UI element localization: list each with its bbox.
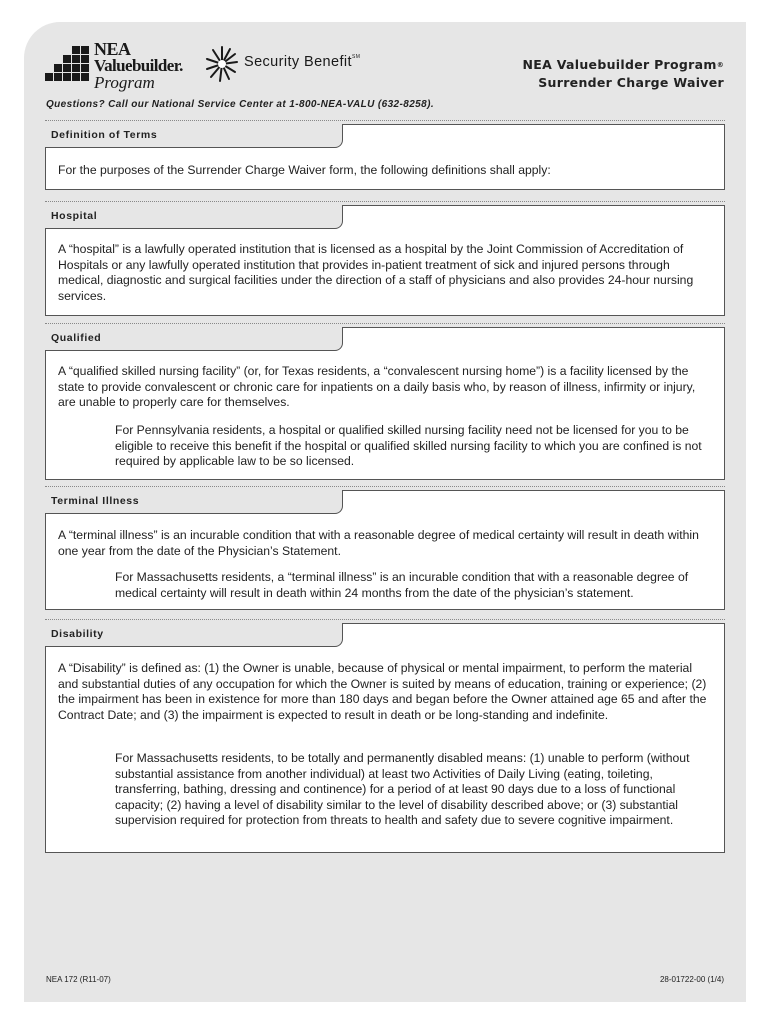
section-qualified — [45, 327, 725, 480]
section-tab — [45, 490, 343, 514]
terminal-illness-paragraph: A “terminal illness” is an incurable condition that with a reasonable degree of medical certainty will result in death within one year from the date of the Physician’s Statement. — [58, 528, 699, 558]
title-line1: NEA Valuebuilder Program — [522, 57, 717, 72]
qualified-paragraph: A “qualified skilled nursing facility” (or, for Texas residents, a “convalescent nursing home”) is a facility licensed by the state to provide convalescent or chronic care for inpatients on a daily basis who, by reason of illness, infirmity or injury, are unable to properly care for themselves. — [58, 364, 696, 410]
security-benefit-wordmark: Security Benefit℠ — [244, 54, 361, 70]
form-title — [523, 56, 724, 92]
registered-mark: ® — [716, 61, 724, 69]
security-benefit-logo — [204, 44, 404, 84]
form-number: NEA 172 (R11-07) — [46, 975, 111, 984]
terminal-massachusetts-paragraph: For Massachusetts residents, a “terminal illness” is an incurable condition that with a reasonable degree of medical certainty will result in death within 24 months from the date of the physician’s statement. — [115, 570, 689, 600]
nea-logo-line2: Valuebuilder. — [94, 56, 183, 75]
title-line2: Surrender Charge Waiver — [538, 75, 724, 90]
starburst-icon — [204, 44, 240, 84]
disability-paragraph: A “Disability” is defined as: (1) the Owner is unable, because of physical or mental impairment, to perform the material and substantial duties of any occupation for which the Owner is suited by means of education, training or experience; (2) the impairment has been in existence for more than 180 days and began before the Owner attained age 65 and after the Contract Date; and (3) the impairment is expected to result in death or be long-standing and indefinite. — [58, 661, 707, 722]
questions-contact: Questions? Call our National Service Center at 1-800-NEA-VALU (632-8258). — [46, 99, 435, 110]
nea-logo-line1: NEA — [94, 39, 131, 59]
hospital-paragraph: A “hospital” is a lawfully operated institution that is licensed as a hospital by the Joint Commission of Accreditation of Hospitals or any lawfully operated institution that provides in-patient treatment of sick and injured persons through medical, diagnostic and surgical facilities under the direction of a staff of physicians and also provides 24-hour nursing services. — [58, 242, 694, 303]
section-tab-label: Terminal Illness — [51, 495, 140, 507]
section-tab-label: Hospital — [51, 210, 98, 222]
section-tab — [45, 124, 343, 148]
section-tab — [45, 327, 343, 351]
section-tab — [45, 205, 343, 229]
document-code: 28-01722-00 (1/4) — [659, 975, 724, 984]
section-disability — [45, 623, 725, 853]
section-tab-label: Qualified — [51, 332, 102, 344]
qualified-pennsylvania-paragraph: For Pennsylvania residents, a hospital or qualified skilled nursing facility need not be licensed for you to be eligible to receive this benefit if the hospital or qualified skilled nursing facility to which you are confined is not required by applicable law to be so licensed. — [115, 423, 702, 469]
section-tab-label: Disability — [51, 628, 104, 640]
section-definition-of-terms — [45, 124, 725, 190]
definition-paragraph: For the purposes of the Surrender Charge Waiver form, the following definitions shall apply: — [58, 163, 551, 177]
disability-massachusetts-paragraph: For Massachusetts residents, to be totally and permanently disabled means: (1) unable to perform (without substantial assistance from another individual) at least two Activities of Daily Living (eating, toileting, transferring, bathing, dressing and continence) for a period of at least 90 days due to a loss of functional capacity; (2) having a level of disability similar to the level of disability described above; or (3) substantial supervision required for protection from threats to health and safety due to severe cognitive impairment. — [115, 751, 690, 828]
section-tab-label: Definition of Terms — [51, 129, 158, 141]
section-terminal-illness — [45, 490, 725, 610]
nea-valuebuilder-logo — [42, 40, 192, 92]
section-hospital — [45, 205, 725, 316]
nea-blocks-icon — [42, 46, 92, 90]
nea-logo-line3: Program — [94, 73, 155, 92]
section-tab — [45, 623, 343, 647]
